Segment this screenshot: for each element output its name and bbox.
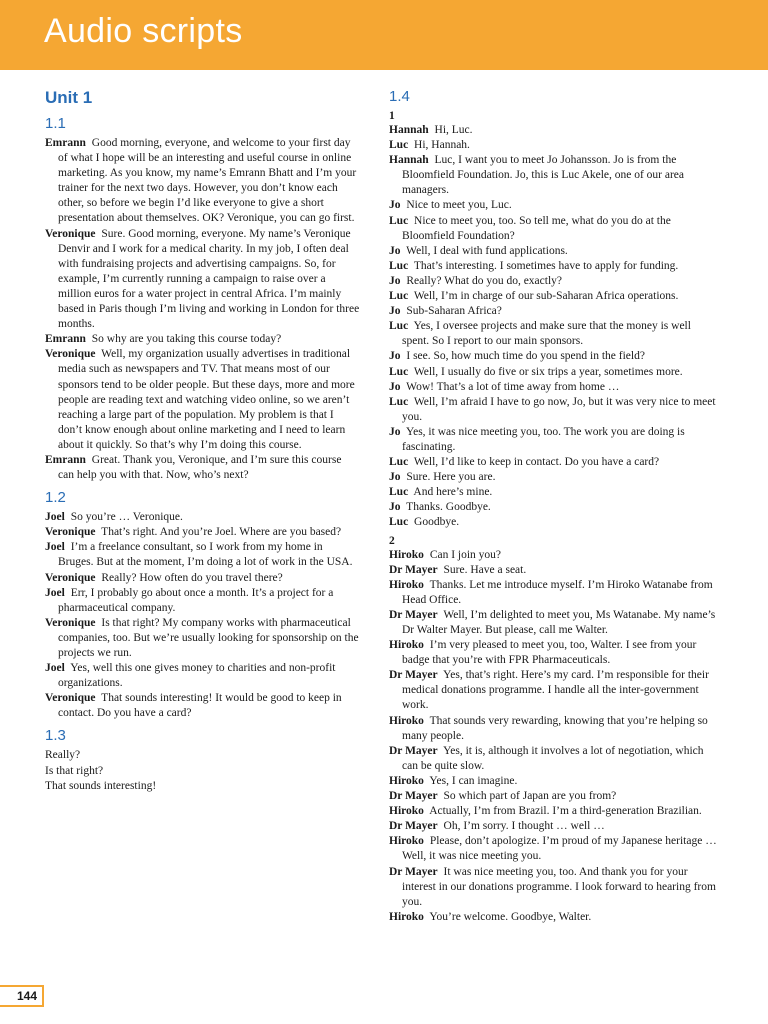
script-1-2 <box>45 510 360 721</box>
speaker-name: Jo <box>389 305 401 318</box>
dialogue-line <box>389 500 719 515</box>
speaker-name: Veronique <box>45 348 96 361</box>
dialogue-text: That’s right. And you’re Joel. Where are you based? <box>101 526 342 539</box>
dialogue-line <box>45 616 360 661</box>
dialogue-line <box>45 691 360 721</box>
dialogue-text: I’m a freelance consultant, so I work from my home in Bruges. But at the moment, I’m doing a lot of work in the USA. <box>58 541 353 569</box>
dialogue-text: So why are you taking this course today? <box>91 333 282 346</box>
dialogue-line <box>389 834 719 864</box>
dialogue-text: Thanks. Goodbye. <box>406 501 491 514</box>
section-heading-1-2: 1.2 <box>45 489 66 507</box>
dialogue-line <box>389 425 719 455</box>
dialogue-line <box>389 198 719 213</box>
speaker-name: Dr Mayer <box>389 669 438 682</box>
dialogue-line <box>45 347 360 453</box>
dialogue-line <box>389 123 719 138</box>
dialogue-text: Good morning, everyone, and welcome to your first day of what I hope will be an interesting and useful course in online marketing. As you know, my name’s Emrann Bhatt and I’m your trainer for the next two days. However, you don’t know each other, so before we begin I’d like everyone to give a short presentation about themselves. OK? Veronique, you can go first. <box>58 137 357 225</box>
speaker-name: Luc <box>389 456 409 469</box>
dialogue-line <box>389 774 719 789</box>
section-heading-1-4: 1.4 <box>389 88 410 105</box>
script-1-4-part-2 <box>389 548 719 925</box>
dialogue-line <box>389 244 719 259</box>
dialogue-text: I see. So, how much time do you spend in the field? <box>406 350 645 363</box>
dialogue-line <box>389 563 719 578</box>
speaker-name: Jo <box>389 244 401 257</box>
dialogue-text: Sure. Have a seat. <box>443 563 527 576</box>
dialogue-text: Hi, Hannah. <box>414 139 470 152</box>
speaker-name: Hiroko <box>389 774 424 787</box>
dialogue-line <box>389 470 719 485</box>
speaker-name: Joel <box>45 662 65 675</box>
speaker-name: Hannah <box>389 124 429 136</box>
script-1-1 <box>45 136 360 483</box>
speaker-name: Luc <box>389 516 409 529</box>
dialogue-text: Hi, Luc. <box>434 124 473 136</box>
left-column <box>45 86 360 794</box>
section-heading-1-3: 1.3 <box>45 727 66 745</box>
dialogue-line <box>389 380 719 395</box>
speaker-name: Veronique <box>45 616 96 629</box>
dialogue-text: Luc, I want you to meet Jo Johansson. Jo is from the Bloomfield Foundation. Jo, this is Luc Akele, one of our area managers. <box>402 154 685 197</box>
dialogue-line <box>389 744 719 774</box>
speaker-name: Emrann <box>45 453 86 466</box>
dialogue-text: Nice to meet you, Luc. <box>406 199 512 212</box>
dialogue-text: So you’re … Veronique. <box>70 511 183 524</box>
speaker-name: Hiroko <box>389 639 424 652</box>
dialogue-text: Is that right? My company works with pharmaceutical companies, too. But we’re usually looking for sponsorship on the projects we run. <box>58 616 359 659</box>
speaker-name: Dr Mayer <box>389 744 438 757</box>
dialogue-line <box>389 668 719 713</box>
dialogue-line <box>389 714 719 744</box>
dialogue-text: Wow! That’s a lot of time away from home … <box>406 380 620 393</box>
speaker-name: Hiroko <box>389 548 424 561</box>
speaker-name: Hiroko <box>389 578 424 591</box>
speaker-name: Luc <box>389 320 409 333</box>
dialogue-line <box>389 153 719 198</box>
dialogue-text: Well, I usually do five or six trips a year, sometimes more. <box>413 365 683 378</box>
dialogue-line <box>389 304 719 319</box>
dialogue-text: That sounds very rewarding, knowing that you’re helping so many people. <box>402 714 708 742</box>
speaker-name: Veronique <box>45 526 96 539</box>
dialogue-text: Oh, I’m sorry. I thought … well … <box>443 820 605 833</box>
dialogue-line <box>389 804 719 819</box>
dialogue-text: You’re welcome. Goodbye, Walter. <box>429 910 592 923</box>
dialogue-text: Great. Thank you, Veronique, and I’m sure this course can help you with that. Now, who’s next? <box>58 453 342 482</box>
speaker-name: Dr Mayer <box>389 563 438 576</box>
dialogue-text: That sounds interesting! It would be good to keep in contact. Do you have a card? <box>58 692 342 720</box>
speaker-name: Joel <box>45 586 65 599</box>
speaker-name: Hiroko <box>389 910 424 923</box>
dialogue-line <box>389 819 719 834</box>
speaker-name: Joel <box>45 541 65 554</box>
dialogue-text: Yes, it is, although it involves a lot of negotiation, which can be quite slow. <box>402 744 704 772</box>
speaker-name: Dr Mayer <box>389 608 438 621</box>
dialogue-line <box>389 395 719 425</box>
dialogue-text: Please, don’t apologize. I’m proud of my Japanese heritage … Well, it was nice meeting you. <box>402 835 717 863</box>
dialogue-line <box>45 540 360 570</box>
dialogue-line <box>389 319 719 349</box>
speaker-name: Dr Mayer <box>389 820 438 833</box>
dialogue-line <box>45 571 360 586</box>
dialogue-line <box>389 608 719 638</box>
dialogue-text: Well, I’m in charge of our sub-Saharan Africa operations. <box>413 290 679 303</box>
speaker-name: Jo <box>389 199 401 212</box>
dialogue-line <box>389 274 719 289</box>
speaker-name: Hannah <box>389 154 429 167</box>
page-number: 144 <box>0 985 44 1007</box>
speaker-name: Jo <box>389 501 401 514</box>
dialogue-text: Sure. Here you are. <box>406 471 496 484</box>
dialogue-text: Yes, I oversee projects and make sure that the money is well spent. So I report to our main sponsors. <box>402 320 691 348</box>
speaker-name: Hiroko <box>389 835 424 848</box>
dialogue-text: It was nice meeting you, too. And thank you for your interest in our donations programme. I look forward to hearing from you. <box>402 865 716 908</box>
dialogue-line <box>45 586 360 616</box>
speaker-name: Veronique <box>45 571 96 584</box>
dialogue-text: Yes, that’s right. Here’s my card. I’m responsible for their medical donations programme. I handle all the inter-government work. <box>402 669 709 712</box>
dialogue-text: Yes, it was nice meeting you, too. The work you are doing is fascinating. <box>402 425 685 453</box>
dialogue-line <box>45 136 360 227</box>
dialogue-text: Err, I probably go about once a month. It’s a project for a pharmaceutical company. <box>58 586 334 614</box>
dialogue-text: Thanks. Let me introduce myself. I’m Hiroko Watanabe from Head Office. <box>402 578 713 606</box>
dialogue-line <box>389 485 719 500</box>
speaker-name: Jo <box>389 350 401 363</box>
dialogue-line <box>45 661 360 691</box>
speaker-name: Jo <box>389 274 401 287</box>
dialogue-line <box>389 789 719 804</box>
part-number-2: 2 <box>389 534 395 547</box>
dialogue-text: That’s interesting. I sometimes have to apply for funding. <box>413 259 679 272</box>
page-header <box>0 0 768 70</box>
dialogue-text: Well, I’m delighted to meet you, Ms Watanabe. My name’s Dr Walter Mayer. But please, call me Walter. <box>402 608 716 636</box>
dialogue-text: Well, I deal with fund applications. <box>406 244 568 257</box>
speaker-name: Luc <box>389 259 409 272</box>
dialogue-line <box>389 349 719 364</box>
dialogue-text: Actually, I’m from Brazil. I’m a third-generation Brazilian. <box>429 805 702 818</box>
page-title: Audio scripts <box>44 12 243 50</box>
section-heading-1-1: 1.1 <box>45 115 66 132</box>
dialogue-line <box>45 227 360 333</box>
dialogue-line <box>389 578 719 608</box>
speaker-name: Luc <box>389 365 409 378</box>
dialogue-line <box>389 638 719 668</box>
dialogue-text: Really? How often do you travel there? <box>101 571 283 584</box>
dialogue-text: So which part of Japan are you from? <box>443 790 617 803</box>
dialogue-line <box>389 365 719 380</box>
speaker-name: Luc <box>389 486 409 499</box>
right-column <box>389 86 719 925</box>
dialogue-line <box>45 525 360 540</box>
dialogue-line <box>45 510 360 525</box>
script-1-3 <box>45 748 360 793</box>
dialogue-text: Nice to meet you, too. So tell me, what do you do at the Bloomfield Foundation? <box>402 214 671 242</box>
speaker-name: Joel <box>45 511 65 524</box>
dialogue-text: Sub-Saharan Africa? <box>406 305 502 318</box>
phrase-line: That sounds interesting! <box>45 779 157 792</box>
dialogue-line <box>389 138 719 153</box>
speaker-name: Veronique <box>45 227 96 240</box>
dialogue-line <box>389 548 719 563</box>
dialogue-text: Yes, I can imagine. <box>429 774 518 787</box>
speaker-name: Hiroko <box>389 714 424 727</box>
dialogue-text: Well, my organization usually advertises in traditional media such as newspapers and TV. That means most of our sponsors tend to be older people. But these days, more and more people are reading text and watching video online, so we aren’t reaching a large part of the population. My problem is that I don’t know enough about online marketing and I need to learn about it quickly. So that’s why I’m doing this course. <box>58 348 355 451</box>
dialogue-text: Well, I’d like to keep in contact. Do you have a card? <box>413 456 660 469</box>
dialogue-text: Goodbye. <box>414 516 460 529</box>
speaker-name: Luc <box>389 395 409 408</box>
speaker-name: Emrann <box>45 137 86 149</box>
dialogue-line <box>389 259 719 274</box>
dialogue-line <box>45 332 360 347</box>
speaker-name: Dr Mayer <box>389 790 438 803</box>
speaker-name: Emrann <box>45 333 86 346</box>
speaker-name: Dr Mayer <box>389 865 438 878</box>
dialogue-line <box>45 453 360 483</box>
dialogue-text: And here’s mine. <box>413 486 493 499</box>
dialogue-text: Yes, well this one gives money to charities and non-profit organizations. <box>58 662 336 690</box>
dialogue-line <box>389 515 719 530</box>
dialogue-line <box>389 865 719 910</box>
dialogue-text: Sure. Good morning, everyone. My name’s Veronique Denvir and I work for a medical charity. In my job, I often deal with fundraising projects and advertising campaigns. So, for example, I’m currently running a campaign to raise over a million euros for a water project in central Africa. I’m mainly based in Paris though I’m living and working in London for three months. <box>58 227 360 331</box>
phrase-line: Is that right? <box>45 764 104 777</box>
dialogue-text: Really? What do you do, exactly? <box>406 274 563 287</box>
dialogue-line <box>389 289 719 304</box>
part-number-1: 1 <box>389 110 395 122</box>
dialogue-text: Well, I’m afraid I have to go now, Jo, but it was very nice to meet you. <box>402 395 716 423</box>
speaker-name: Jo <box>389 380 401 393</box>
dialogue-line <box>389 910 719 925</box>
speaker-name: Luc <box>389 290 409 303</box>
speaker-name: Hiroko <box>389 805 424 818</box>
script-1-4-part-1 <box>389 123 719 531</box>
dialogue-line <box>389 214 719 244</box>
speaker-name: Jo <box>389 425 401 438</box>
dialogue-text: Can I join you? <box>429 548 502 561</box>
phrase-line: Really? <box>45 749 81 762</box>
speaker-name: Jo <box>389 471 401 484</box>
dialogue-line <box>389 455 719 470</box>
dialogue-text: I’m very pleased to meet you, too, Walter. I see from your badge that you’re with FPR Pharmaceuticals. <box>402 639 697 667</box>
speaker-name: Luc <box>389 139 409 152</box>
speaker-name: Luc <box>389 214 409 227</box>
speaker-name: Veronique <box>45 692 96 705</box>
unit-heading: Unit 1 <box>45 88 93 107</box>
